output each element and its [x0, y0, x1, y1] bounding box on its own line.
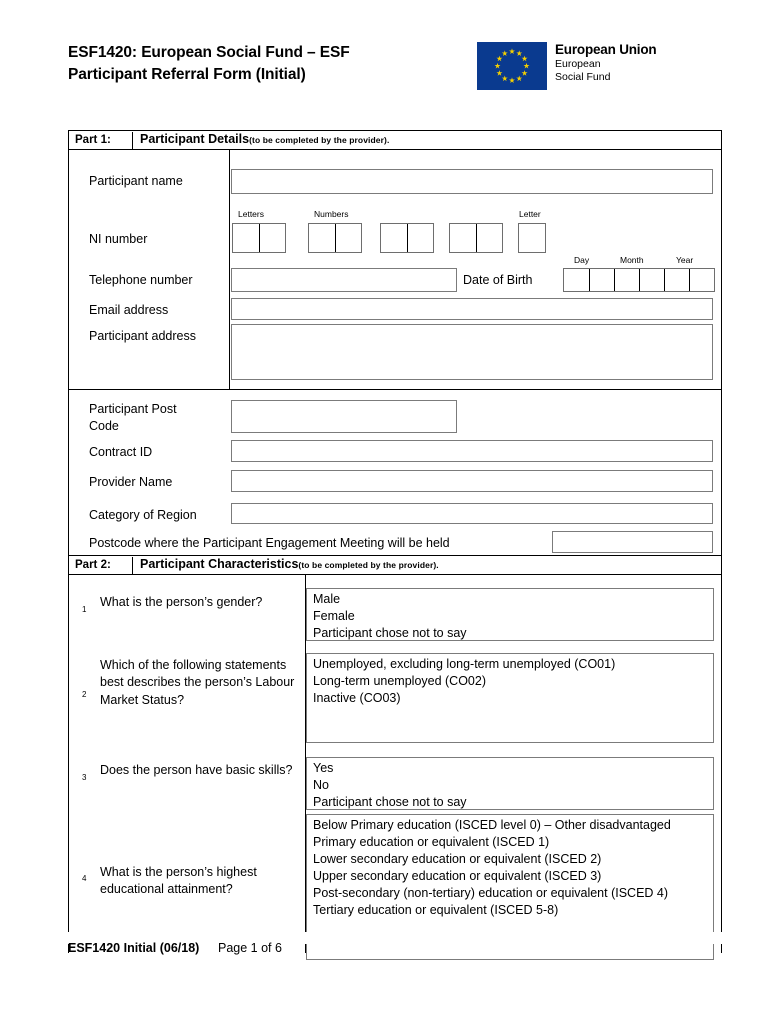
ni-cell[interactable]: [309, 224, 335, 252]
participant-address-label: Participant address: [89, 329, 197, 343]
dob-cell[interactable]: [664, 269, 689, 291]
question-number: 2: [82, 690, 87, 699]
part1-note: (to be completed by the provider).: [249, 135, 390, 145]
part1-group-a: [69, 150, 721, 389]
ni-caption-numbers: Numbers: [314, 209, 349, 219]
answer-option[interactable]: Primary education or equivalent (ISCED 1): [313, 835, 550, 849]
answer-option[interactable]: Post-secondary (non-tertiary) education or equivalent (ISCED 4): [313, 886, 669, 900]
page-title-line2: Participant Referral Form (Initial): [68, 66, 306, 84]
answer-option[interactable]: Long-term unemployed (CO02): [313, 674, 486, 688]
part1-banner: [69, 131, 721, 150]
eu-title: European Union: [555, 42, 657, 57]
part2-note: (to be completed by the provider).: [298, 560, 439, 570]
answer-option[interactable]: Below Primary education (ISCED level 0) – Other disadvantaged: [313, 818, 671, 832]
answer-options[interactable]: [306, 757, 714, 810]
part1-title-wrap: [133, 131, 389, 149]
question-text: Does the person have basic skills?: [100, 763, 293, 777]
page-title-line1: ESF1420: European Social Fund – ESF: [68, 44, 350, 61]
answer-option[interactable]: Male: [313, 592, 341, 606]
ni-cell[interactable]: [407, 224, 433, 252]
provider-name-input[interactable]: [231, 470, 713, 492]
category-of-region-input[interactable]: [231, 503, 713, 524]
ni-cell[interactable]: [519, 224, 545, 252]
ni-caption-letter: Letter: [519, 209, 541, 219]
question-row: [69, 575, 721, 644]
part2-number: Part 2:: [69, 557, 133, 574]
answer-option[interactable]: Participant chose not to say: [313, 795, 467, 809]
eu-subtitle-2: Social Fund: [555, 71, 611, 84]
ni-cell[interactable]: [259, 224, 285, 252]
ni-caption-letters: Letters: [238, 209, 264, 219]
ni-group-5[interactable]: [518, 223, 546, 253]
answer-option[interactable]: Lower secondary education or equivalent (ISCED 2): [313, 852, 602, 866]
part2-title: Participant Characteristics: [140, 557, 299, 571]
ni-group-2[interactable]: [308, 223, 362, 253]
participant-name-label: Participant name: [89, 174, 183, 188]
part1-number: Part 1:: [69, 132, 133, 149]
question-number: 3: [82, 773, 87, 782]
question-row: [69, 749, 721, 808]
referral-form-table: [68, 130, 722, 953]
email-address-label: Email address: [89, 303, 169, 317]
ni-cell[interactable]: [381, 224, 407, 252]
dob-cell[interactable]: [639, 269, 664, 291]
dob-cell[interactable]: [689, 269, 714, 291]
participant-post-code-label-line2: Code: [89, 418, 119, 433]
ni-cell[interactable]: [335, 224, 361, 252]
engagement-postcode-label: Postcode where the Participant Engagement Meeting will be held: [89, 536, 450, 550]
eu-subtitle-1: European: [555, 57, 601, 70]
ni-cell[interactable]: [233, 224, 259, 252]
answer-option[interactable]: Inactive (CO03): [313, 691, 401, 705]
answer-option[interactable]: Female: [313, 609, 355, 623]
dob-cell[interactable]: [589, 269, 614, 291]
part1-column-divider: [229, 150, 230, 389]
contract-id-label: Contract ID: [89, 445, 153, 459]
participant-post-code-input[interactable]: [231, 400, 457, 433]
provider-name-label: Provider Name: [89, 475, 173, 489]
ni-group-4[interactable]: [449, 223, 503, 253]
date-of-birth-input[interactable]: [563, 268, 715, 292]
question-number: 4: [82, 874, 87, 883]
question-text: What is the person’s highest educational attainment?: [100, 865, 257, 897]
part2-banner: [69, 556, 721, 575]
document-footer: [68, 941, 722, 955]
date-of-birth-label: Date of Birth: [463, 273, 533, 287]
category-of-region-label: Category of Region: [89, 508, 197, 522]
participant-post-code-label-line1: Participant Post: [89, 402, 177, 416]
dob-caption-year: Year: [676, 255, 694, 265]
question-row: [69, 644, 721, 749]
ni-group-3[interactable]: [380, 223, 434, 253]
answer-option[interactable]: Upper secondary education or equivalent (ISCED 3): [313, 869, 602, 883]
dob-cell[interactable]: [564, 269, 589, 291]
eu-logo-block: [477, 42, 656, 90]
question-text: What is the person’s gender?: [100, 595, 263, 609]
participant-address-input[interactable]: [231, 324, 713, 380]
ni-cell[interactable]: [476, 224, 502, 252]
page-number: Page 1 of 6: [218, 941, 282, 955]
eu-flag-icon: [477, 42, 547, 90]
dob-caption-day: Day: [574, 255, 590, 265]
document-header: [68, 42, 722, 104]
part1-title: Participant Details: [140, 132, 250, 146]
part2-title-wrap: [133, 556, 439, 574]
eu-logo-text: [555, 42, 656, 85]
telephone-number-input[interactable]: [231, 268, 457, 292]
answer-options[interactable]: [306, 588, 714, 641]
part1-body: [69, 150, 721, 556]
email-address-input[interactable]: [231, 298, 713, 320]
telephone-number-label: Telephone number: [89, 273, 193, 287]
answer-options[interactable]: [306, 653, 714, 743]
participant-name-input[interactable]: [231, 169, 713, 194]
page-title: [68, 42, 468, 87]
answer-option[interactable]: Unemployed, excluding long-term unemployed (CO01): [313, 657, 616, 671]
ni-cell[interactable]: [450, 224, 476, 252]
dob-cell[interactable]: [614, 269, 639, 291]
part2-body: [69, 575, 721, 953]
participant-post-code-label: [89, 401, 177, 435]
ni-group-1[interactable]: [232, 223, 286, 253]
form-code: ESF1420 Initial (06/18): [68, 941, 200, 955]
dob-caption-month: Month: [620, 255, 644, 265]
answer-option[interactable]: Yes: [313, 761, 334, 775]
answer-option[interactable]: No: [313, 778, 329, 792]
contract-id-input[interactable]: [231, 440, 713, 462]
question-text: Which of the following statements best describes the person’s Labour Market Status?: [100, 658, 295, 707]
ni-number-label: NI number: [89, 232, 148, 246]
answer-option[interactable]: Tertiary education or equivalent (ISCED 5-8): [313, 903, 559, 917]
engagement-postcode-input[interactable]: [552, 531, 713, 553]
question-number: 1: [82, 605, 87, 614]
answer-option[interactable]: Participant chose not to say: [313, 626, 467, 640]
part1-group-b: [69, 389, 721, 555]
